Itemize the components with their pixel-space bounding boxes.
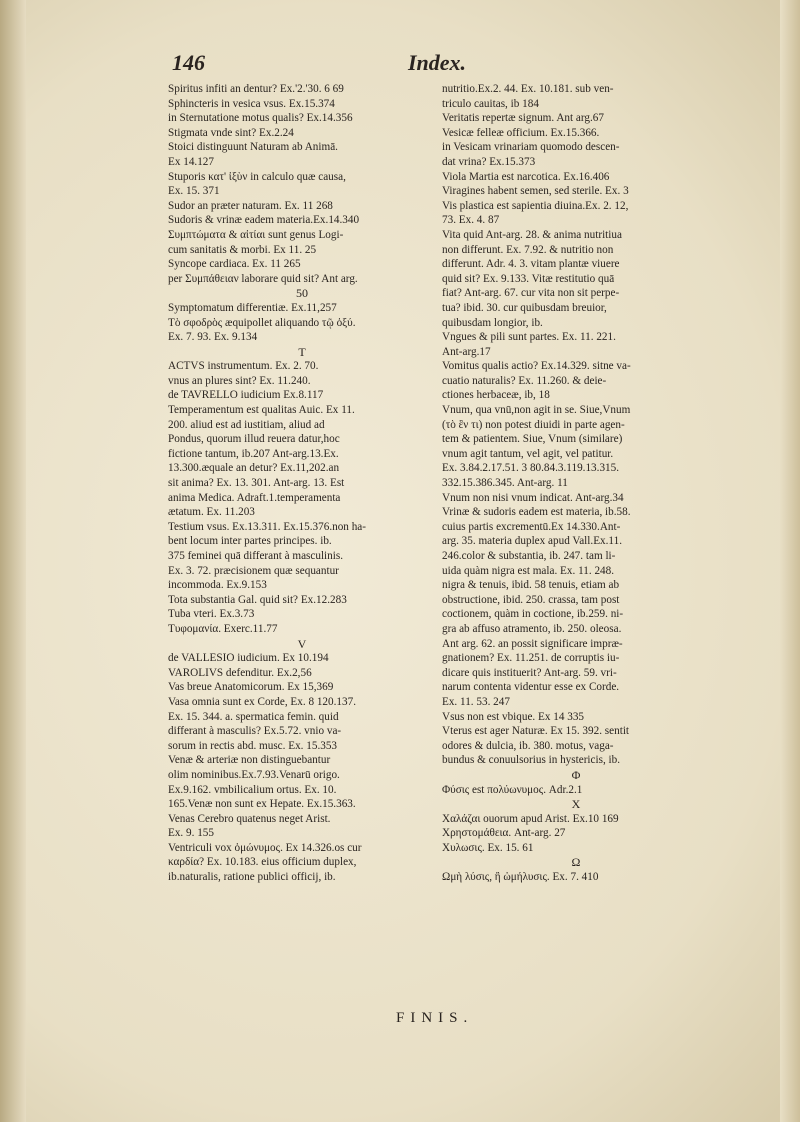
left-column: [168, 82, 436, 885]
index-entry-line: Vasa omnia sunt ex Corde, Ex. 8 120.137.: [168, 695, 356, 708]
index-entry-line: Symptomatum differentiæ. Ex.11,257: [168, 301, 337, 314]
index-section-letter: 50: [296, 286, 308, 301]
index-entry-line: Ex. 9. 155: [168, 827, 214, 840]
index-entry-line: ACTVS instrumentum. Ex. 2. 70.: [168, 360, 319, 373]
index-entry-line: Venas Cerebro quatenus neget Arist.: [168, 812, 331, 825]
index-entry-line: 73. Ex. 4. 87: [442, 214, 500, 227]
index-section-letter: Φ: [571, 767, 581, 782]
index-entry-line: Ventriculi vox ὁμώνυμος. Ex 14.326.os cur: [168, 841, 362, 854]
index-entry-line: Ex. 7. 93. Ex. 9.134: [168, 331, 258, 344]
index-entry-line: fiat? Ant-arg. 67. cur vita non sit perpe-: [442, 287, 620, 300]
index-entry-line: Stigmata vnde sint? Ex.2.24: [168, 126, 294, 139]
index-entry-line: coctionem, quàm in coctione, ib.259. ni-: [442, 608, 624, 621]
index-entry-line: vnum agit tantum, vel agit, vel patitur.: [442, 447, 614, 460]
index-entry-line: in Vesicam vrinariam quomodo descen-: [442, 141, 620, 154]
index-entry-line: differant à masculis? Ex.5.72. vnio va-: [168, 725, 342, 738]
index-entry-line: nutritio.Ex.2. 44. Ex. 10.181. sub ven-: [442, 83, 614, 95]
index-entry-line: Ex. 3.84.2.17.51. 3 80.84.3.119.13.315.: [442, 462, 620, 475]
page-number: 146: [172, 50, 205, 75]
index-entry-line: gnationem? Ex. 11.251. de corruptis iu-: [442, 652, 620, 665]
running-title: Index.: [408, 50, 467, 75]
index-entry-line: Vterus est ager Naturæ. Ex 15. 392. sentit: [442, 725, 630, 738]
index-entry-line: Temperamentum est qualitas Auic. Ex 11.: [168, 404, 355, 417]
index-entry-line: de VALLESIO iudicium. Ex 10.194: [168, 652, 329, 665]
index-entry-line: Συμπτώματα & αἰτίαι sunt genus Logi-: [168, 228, 344, 241]
index-entry-line: 200. aliud est ad iustitiam, aliud ad: [168, 418, 325, 431]
index-entry-line: Stoici distinguunt Naturam ab Animā.: [168, 141, 338, 154]
right-column: [442, 82, 710, 885]
index-entry-line: Testium vsus. Ex.13.311. Ex.15.376.non ha-: [168, 520, 366, 533]
index-entry-line: sit anima? Ex. 13. 301. Ant-arg. 13. Est: [168, 477, 345, 490]
index-entry-line: Τὸ σφοδρὸς æquipollet aliquando τῷ ὀξύ.: [168, 316, 356, 329]
index-entry-line: differunt. Adr. 4. 3. vitam plantæ viuere: [442, 258, 620, 271]
index-entry-line: narum contenta videntur esse ex Corde.: [442, 681, 620, 694]
index-entry-line: tem & patientem. Siue, Vnum (similare): [442, 433, 623, 446]
index-entry-line: tua? ibid. 30. cur quibusdam breuior,: [442, 301, 607, 314]
index-section-letter: T: [298, 344, 306, 359]
index-entry-line: Sudoris & vrinæ eadem materia.Ex.14.340: [168, 214, 360, 227]
index-entry-line: Vas breue Anatomicorum. Ex 15,369: [168, 681, 334, 694]
index-entry-line: 246.color & substantia, ib. 247. tam li-: [442, 550, 616, 562]
index-entry-line: uida quàm nigra est mala. Ex. 11. 248.: [442, 564, 615, 577]
index-entry-line: Ant arg. 62. an possit significare impræ-: [442, 637, 623, 650]
index-entry-line: ctiones herbaceæ, ib, 18: [442, 389, 550, 402]
index-entry-line: Ex. 15. 344. a. spermatica femin. quid: [168, 710, 339, 723]
index-entry-line: quibusdam longior, ib.: [442, 316, 543, 329]
index-entry-line: Ex. 11. 53. 247: [442, 695, 510, 708]
index-entry-line: Veritatis repertæ signum. Ant arg.67: [442, 112, 604, 125]
index-entry-line: 332.15.386.345. Ant-arg. 11: [442, 477, 568, 490]
index-entry-line: Spiritus infiti an dentur? Ex.'2.'30. 6 69: [168, 83, 344, 95]
index-entry-line: gra ab affuso atramento, ib. 250. oleosa.: [442, 622, 622, 635]
index-entry-line: 375 feminei quā differant à masculinis.: [168, 550, 344, 562]
index-section-letter: V: [297, 636, 307, 651]
index-entry-line: Φύσις est πολύωνυμος. Adr.2.1: [442, 783, 583, 796]
index-entry-line: Vsus non est vbique. Ex 14 335: [442, 710, 585, 723]
index-entry-line: Ex 14.127: [168, 155, 214, 168]
index-entry-line: in Sternutatione motus qualis? Ex.14.356: [168, 112, 353, 125]
index-entry-line: nigra & tenuis, ibid. 58 tenuis, etiam ab: [442, 579, 620, 592]
index-entry-line: VAROLIVS defenditur. Ex.2,56: [168, 666, 312, 679]
index-entry-line: Venæ & arteriæ non distinguebantur: [168, 754, 331, 767]
index-entry-line: cuatio naturalis? Ex. 11.260. & deie-: [442, 374, 607, 387]
index-entry-line: Ex.9.162. vmbilicalium ortus. Ex. 10.: [168, 783, 337, 796]
index-entry-line: Ex. 3. 72. præcisionem quæ sequantur: [168, 564, 339, 577]
index-entry-line: bent locum inter partes principes. ib.: [168, 535, 332, 548]
index-entry-line: 13.300.æquale an detur? Ex.11,202.an: [168, 462, 340, 475]
index-entry-line: Ex. 15. 371: [168, 185, 220, 198]
index-entry-line: ib.naturalis, ratione publici officij, ib.: [168, 871, 336, 884]
index-entry-line: Syncope cardiaca. Ex. 11 265: [168, 258, 301, 271]
index-entry-line: de TAVRELLO iudicium Ex.8.117: [168, 389, 324, 402]
index-entry-line: triculo cauitas, ib 184: [442, 97, 539, 110]
index-entry-line: dat vrina? Ex.15.373: [442, 155, 536, 168]
index-entry-line: incommoda. Ex.9.153: [168, 579, 267, 592]
index-entry-line: olim nominibus.Ex.7.93.Venarū origo.: [168, 768, 340, 781]
index-entry-line: Ant-arg.17: [442, 345, 491, 358]
index-entry-line: Tuba vteri. Ex.3.73: [168, 608, 255, 621]
index-entry-line: Pondus, quorum illud reuera datur,hoc: [168, 433, 340, 446]
index-entry-line: odores & dulcia, ib. 380. motus, vaga-: [442, 739, 614, 752]
index-entry-line: arg. 35. materia duplex apud Vall.Ex.11.: [442, 535, 622, 548]
index-entry-line: Sudor an præter naturam. Ex. 11 268: [168, 199, 333, 212]
index-entry-line: vnus an plures sint? Ex. 11.240.: [168, 374, 311, 387]
index-entry-line: sorum in rectis abd. musc. Ex. 15.353: [168, 739, 338, 752]
index-section-letter: X: [571, 797, 581, 812]
index-entry-line: Sphincteris in vesica vsus. Ex.15.374: [168, 97, 335, 110]
index-entry-line: Stuporis κατ' ἰξὺν in calculo quæ causa,: [168, 170, 346, 183]
index-entry-line: καρδία? Ex. 10.183. eius officium duplex,: [168, 856, 357, 869]
finis-footer: FINIS.: [396, 1010, 474, 1026]
index-entry-line: non differunt. Ex. 7.92. & nutritio non: [442, 243, 614, 256]
index-entry-line: Χρηστομάθεια. Ant-arg. 27: [442, 827, 566, 840]
index-entry-line: 165.Venæ non sunt ex Hepate. Ex.15.363.: [168, 798, 356, 811]
index-entry-line: Χαλάζαι ouorum apud Arist. Ex.10 169: [442, 812, 619, 825]
index-entry-line: Tota substantia Gal. quid sit? Ex.12.283: [168, 593, 347, 606]
index-entry-line: cuius partis excrementū.Ex 14.330.Ant-: [442, 520, 621, 533]
index-entry-line: Vesicæ felleæ officium. Ex.15.366.: [442, 126, 600, 139]
index-entry-line: bundus & conuulsorius in hystericis, ib.: [442, 754, 621, 767]
page-header: [172, 50, 712, 80]
index-entry-line: Vita quid Ant-arg. 28. & anima nutritiua: [442, 228, 622, 241]
index-entry-line: Vnum, qua vnū,non agit in se. Siue,Vnum: [442, 404, 631, 417]
index-entry-line: Χυλωσις. Ex. 15. 61: [442, 841, 534, 854]
index-entry-line: cum sanitatis & morbi. Ex 11. 25: [168, 243, 317, 256]
index-entry-line: Vis plastica est sapientia diuina.Ex. 2. 12,: [442, 199, 629, 212]
index-entry-line: obstructione, ibid. 250. crassa, tam post: [442, 593, 620, 606]
index-entry-line: per Συμπάθειαν laborare quid sit? Ant arg.: [168, 272, 358, 285]
index-entry-line: Vomitus qualis actio? Ex.14.329. sitne va-: [442, 360, 631, 373]
index-entry-line: Viragines habent semen, sed sterile. Ex. 3: [442, 185, 629, 198]
index-entry-line: Ωμὴ λύσις, ἢ ὠμήλυσις. Ex. 7. 410: [442, 871, 599, 884]
index-entry-line: Τυφομανία. Exerc.11.77: [168, 622, 278, 635]
index-entry-line: quid sit? Ex. 9.133. Vitæ restitutio quā: [442, 272, 615, 285]
index-entry-line: dicare quis instituerit? Ant-arg. 59. vri-: [442, 666, 617, 679]
index-section-letter: Ω: [571, 855, 581, 870]
index-entry-line: fictione tantum, ib.207 Ant-arg.13.Ex.: [168, 447, 339, 460]
index-entry-line: (τὸ ἓν τι) non potest diuidi in parte agen-: [442, 418, 625, 431]
index-entry-line: Viola Martia est narcotica. Ex.16.406: [442, 170, 610, 183]
index-entry-line: ætatum. Ex. 11.203: [168, 506, 255, 519]
index-entry-line: Vrinæ & sudoris eadem est materia, ib.58.: [442, 506, 631, 519]
index-entry-line: anima Medica. Adraft.1.temperamenta: [168, 491, 341, 504]
index-entry-line: Vnum non nisi vnum indicat. Ant-arg.34: [442, 491, 624, 504]
index-entry-line: Vngues & pili sunt partes. Ex. 11. 221.: [442, 331, 616, 344]
book-gutter: [0, 0, 26, 1122]
page-edge: [780, 0, 800, 1122]
